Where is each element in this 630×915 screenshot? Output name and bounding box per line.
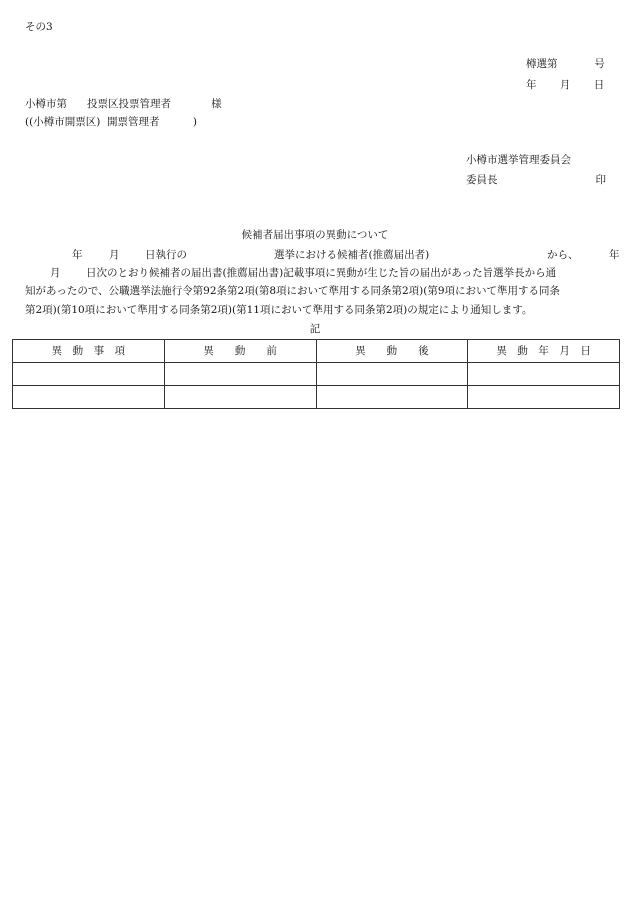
addressee-alternate-line (25, 117, 197, 128)
table-cell (468, 386, 620, 409)
addressee-role: 投票区投票管理者 (87, 98, 172, 110)
issue-date-line (526, 80, 604, 91)
change-table (12, 339, 620, 409)
date-month: 月 (559, 79, 571, 91)
body-text-2: 日次のとおり候補者の届出書(推薦届出書)記載事項に異動が生じた旨の届出があった旨選挙長から通 (86, 267, 557, 279)
body-text-3: 知があったので、公職選挙法施行令第92条第2項(第8項において準用する同条第2項)(第9項において準用する同条 (25, 285, 561, 297)
addressee-honorific: 様 (211, 98, 222, 110)
table-cell (316, 386, 468, 409)
addressee-prefix: 小樽市第 (25, 98, 67, 110)
subject-title: 候補者届出事項の異動について (241, 229, 389, 241)
body-election-name: 選挙における候補者(推薦届出者) (274, 249, 430, 261)
header-change-date: 異 動 年 月 日 (468, 340, 620, 363)
addressee-alt-district: ((小樽市開票区) (25, 116, 101, 128)
document-number-line (526, 59, 605, 70)
form-number: その3 (25, 21, 53, 33)
table-cell (13, 386, 165, 409)
sender-organization: 小樽市選挙管理委員会 (466, 154, 571, 166)
addressee-line (25, 99, 222, 110)
date-year: 年 (526, 79, 537, 91)
addressee-alt-close: ) (192, 116, 197, 128)
header-after-change: 異 動 後 (316, 340, 468, 363)
header-before-change: 異 動 前 (164, 340, 316, 363)
body-blank-year-2: 年 (609, 249, 620, 261)
table-cell (468, 363, 620, 386)
table-cell (164, 363, 316, 386)
seal-mark: 印 (595, 174, 606, 186)
table-cell (316, 363, 468, 386)
table-row (13, 363, 620, 386)
document-number-prefix: 樽選第 (526, 58, 558, 70)
body-blank-month-2: 月 (50, 267, 61, 279)
body-election-date: 日執行の (145, 249, 187, 261)
sender-person-line (466, 175, 606, 186)
table-row (13, 386, 620, 409)
body-blank-month: 月 (109, 249, 120, 261)
document-number-suffix: 号 (594, 58, 605, 70)
table-cell (13, 363, 165, 386)
header-change-item: 異 動 事 項 (13, 340, 165, 363)
date-day: 日 (593, 79, 605, 91)
body-from: から、 (547, 249, 579, 261)
table-cell (164, 386, 316, 409)
body-text-4: 第2項)(第10項において準用する同条第2項)(第11項において準用する同条第2項)の規定により通知します。 (25, 304, 533, 316)
sender-title: 委員長 (466, 174, 498, 186)
ki-mark: 記 (309, 323, 321, 335)
addressee-alt-role: 開票管理者 (106, 116, 160, 128)
body-blank-year: 年 (72, 249, 83, 261)
table-header-row (13, 340, 620, 363)
